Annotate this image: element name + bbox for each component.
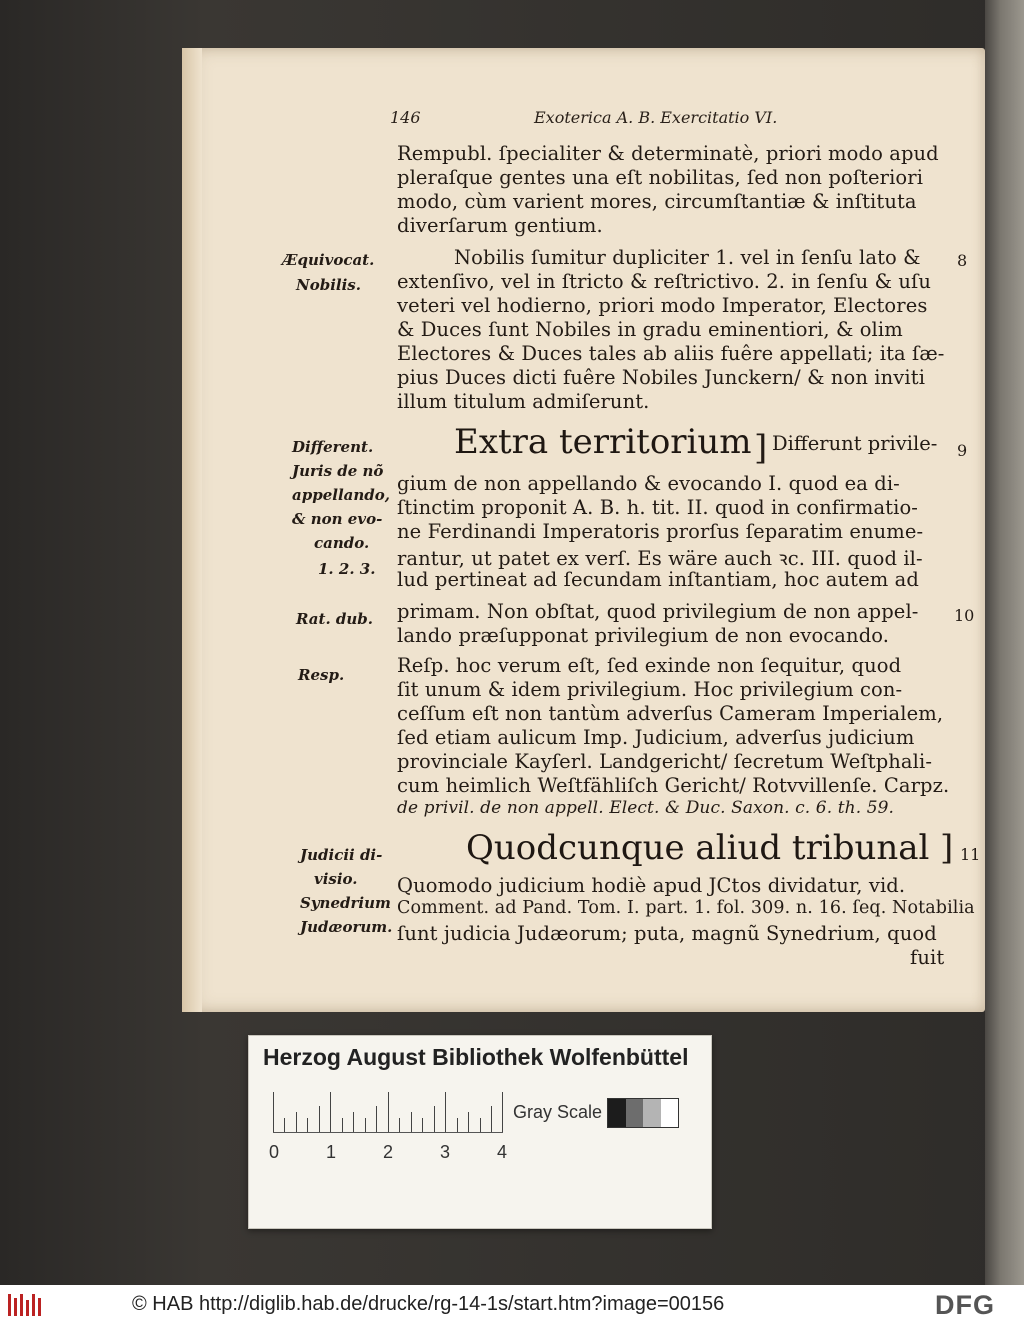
text-line: modo, cùm varient mores, circumſtantiæ & inſtituta: [397, 190, 917, 213]
margin-note: Different.: [292, 438, 374, 456]
text-line: Reſp. hoc verum eſt, ſed exinde non ſequitur, quod: [397, 654, 902, 677]
page-number: 146: [390, 108, 421, 127]
text-line: cum heimlich Weſtfähliſch Gericht/ Rotvvillenſe. Carpz.: [397, 774, 950, 797]
text-line: lando præſupponat privilegium de non evocando.: [397, 624, 890, 647]
text-line: veteri vel hodierno, priori modo Imperator, Electores: [397, 294, 928, 317]
lemma-bracket: ]: [754, 428, 768, 468]
line-number: 10: [954, 606, 975, 625]
text-line: ſunt judicia Judæorum; puta, magnũ Synedrium, quod: [397, 922, 937, 945]
text-line: ſed etiam aulicum Imp. Judicium, adverſus judicium: [397, 726, 915, 749]
text-line: fuit: [910, 946, 945, 969]
margin-note: Judicii di-: [300, 846, 383, 864]
margin-note: Juris de nõ: [292, 462, 384, 480]
margin-note: Resp.: [298, 666, 345, 684]
adjacent-page-edge: [985, 0, 1024, 1285]
line-number: 11: [960, 845, 981, 864]
ruler-number: 4: [497, 1142, 508, 1162]
margin-note: cando.: [314, 534, 370, 552]
text-line: gium de non appellando & evocando I. quod ea di-: [397, 472, 900, 495]
margin-note: Judæorum.: [300, 918, 393, 936]
margin-note: Synedrium: [300, 894, 391, 912]
library-name: Herzog August Bibliothek Wolfenbüttel: [263, 1044, 689, 1070]
margin-note: & non evo-: [292, 510, 383, 528]
text-line: rantur, ut patet ex verſ. Es wäre auch ꝛc. III. quod il-: [397, 547, 923, 570]
text-line: provinciale Kayſerl. Landgericht/ ſecretum Weſtphali-: [397, 750, 933, 773]
book-page: [182, 48, 985, 1012]
running-title: Exoterica A. B. Exercitatio VI.: [534, 108, 778, 127]
ruler-number: 0: [269, 1142, 280, 1162]
margin-note: Æquivocat.: [282, 251, 375, 269]
footer-bar: [0, 1285, 1024, 1325]
text-line: & Duces ſunt Nobiles in gradu eminentiori, & olim: [397, 318, 903, 341]
line-number: 8: [957, 251, 968, 270]
text-line: ſit unum & idem privilegium. Hoc privilegium con-: [397, 678, 903, 701]
text-line: extenſivo, vel in ſtricto & reſtrictivo. 2. in ſenſu & uſu: [397, 270, 931, 293]
text-line: illum titulum admiſerunt.: [397, 390, 650, 413]
color-scale-card: [248, 1035, 712, 1229]
text-line: pius Duces dicti fuêre Nobiles Junckern/ & non inviti: [397, 366, 926, 389]
text-line: Quomodo judicium hodiè apud JCtos dividatur, vid.: [397, 874, 906, 897]
ruler-number: 2: [383, 1142, 394, 1162]
text-line: Electores & Duces tales ab aliis fuêre appellati; ita ſæ-: [397, 342, 945, 365]
lemma-heading: Extra territorium: [454, 422, 752, 462]
text-line: pleraſque gentes una eſt nobilitas, ſed non poſteriori: [397, 166, 924, 189]
margin-note: Nobilis.: [296, 276, 361, 294]
text-line: Rempubl. ſpecialiter & determinatè, priori modo apud: [397, 142, 939, 165]
gray-scale-label: Gray Scale: [513, 1102, 603, 1122]
ruler-number: 1: [326, 1142, 337, 1162]
text-line: Comment. ad Pand. Tom. I. part. 1. fol. 309. n. 16. ſeq. Notabilia: [397, 898, 975, 918]
page-gutter: [182, 48, 202, 1012]
text-line: de privil. de non appell. Elect. & Duc. Saxon. c. 6. th. 59.: [397, 798, 895, 818]
lemma-bracket: ]: [940, 828, 954, 868]
text-line: ne Ferdinandi Imperatoris prorſus ſeparatim enume-: [397, 520, 924, 543]
margin-note: Rat. dub.: [296, 610, 374, 628]
hab-logo-icon: [6, 1290, 46, 1320]
margin-note: appellando,: [292, 486, 390, 504]
lemma-heading: Quodcunque aliud tribunal: [466, 828, 930, 868]
copyright-link[interactable]: © HAB http://diglib.hab.de/drucke/rg-14-1s/start.htm?image=00156: [132, 1293, 725, 1315]
text-line: Nobilis ſumitur dupliciter 1. vel in ſenſu lato &: [454, 246, 921, 269]
ruler: [273, 1092, 503, 1133]
gray-scale-swatches: [607, 1098, 679, 1128]
line-number: 9: [957, 441, 968, 460]
ruler-number: 3: [440, 1142, 451, 1162]
text-line: Differunt privile-: [772, 432, 938, 455]
margin-note: 1. 2. 3.: [318, 560, 376, 578]
margin-note: visio.: [314, 870, 358, 888]
text-line: lud pertineat ad ſecundam inſtantiam, hoc autem ad: [397, 568, 919, 591]
text-line: primam. Non obſtat, quod privilegium de non appel-: [397, 600, 919, 623]
dfg-logo: DFG: [935, 1290, 995, 1320]
text-line: diverſarum gentium.: [397, 214, 603, 237]
text-line: ſtinctim proponit A. B. h. tit. II. quod in confirmatio-: [397, 496, 918, 519]
text-line: ceſſum eſt non tantùm adverſus Cameram Imperialem,: [397, 702, 944, 725]
